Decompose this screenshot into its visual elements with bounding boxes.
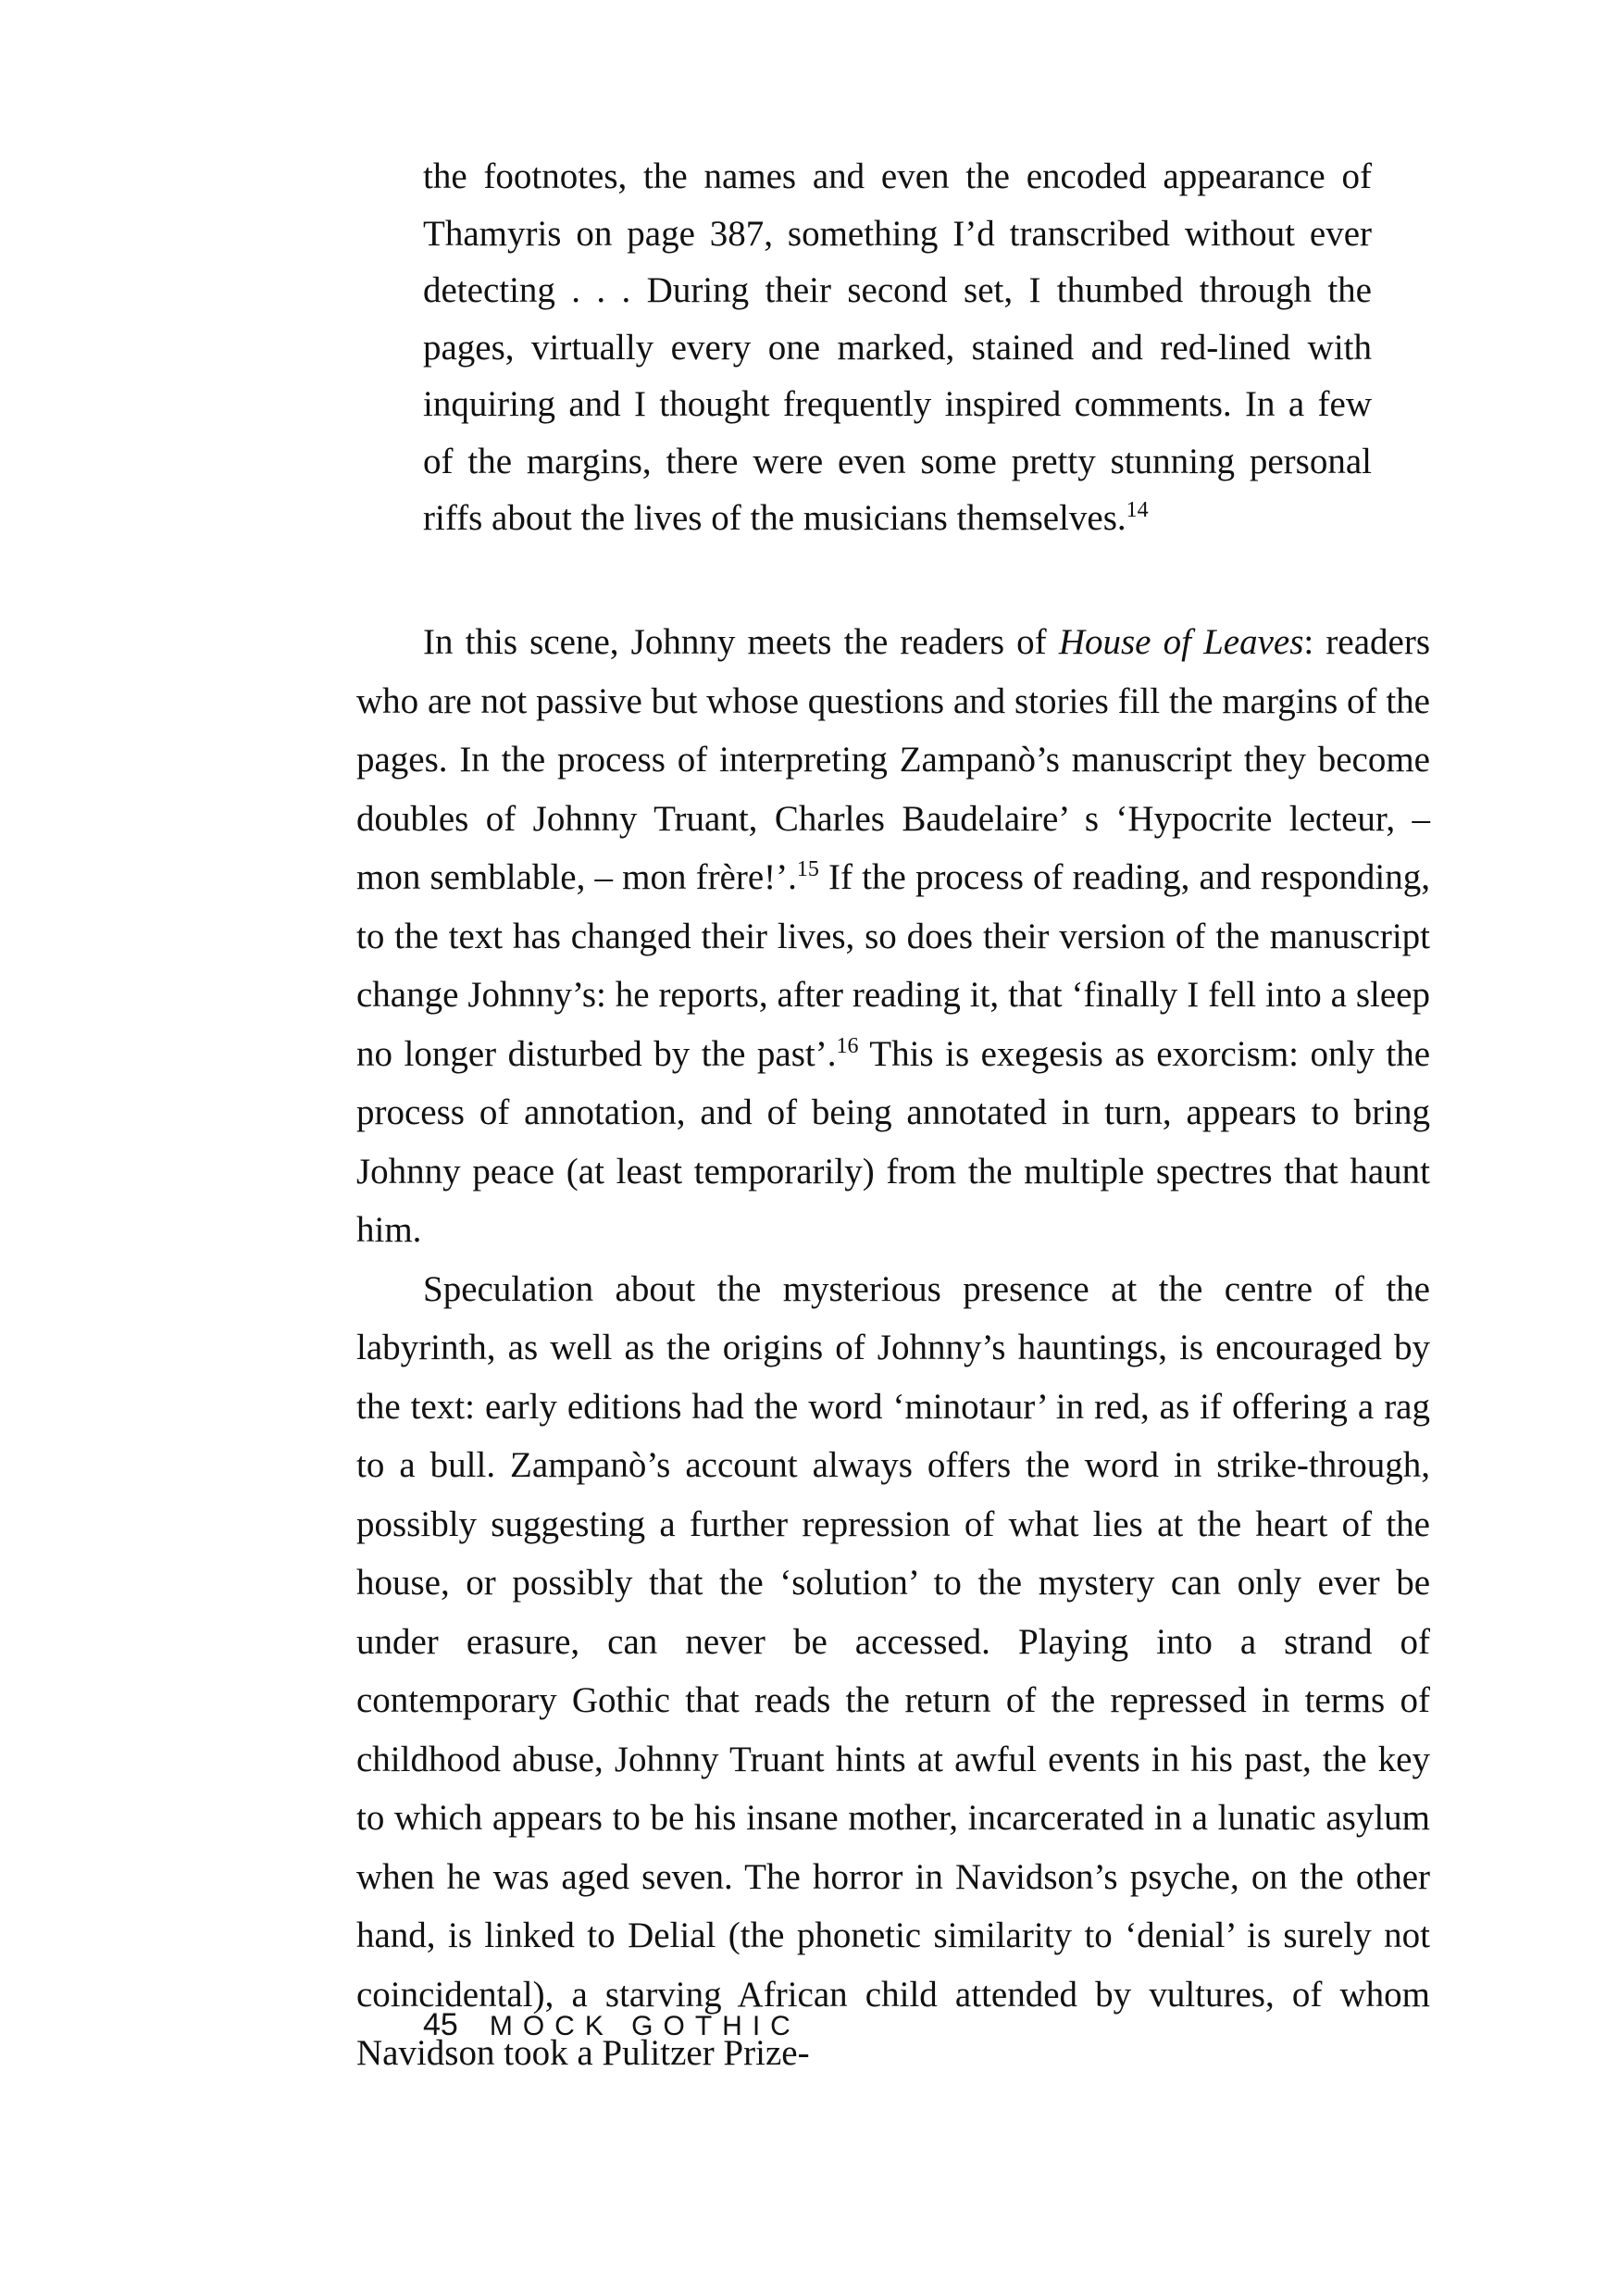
- footnote-ref-16: 16: [836, 1033, 859, 1058]
- block-quote-paragraph: [423, 148, 1372, 547]
- page-footer: [423, 2007, 801, 2043]
- body-text: [356, 613, 1430, 2083]
- paragraph-1-text-d: This is exegesis as exorcism: only the process of annotation, and of being annotated in turn, appears to bring Johnny peace (at least temporarily) from the multiple spectres that haunt him.: [356, 1033, 1430, 1250]
- footnote-ref-14: 14: [1126, 498, 1149, 522]
- paragraph-1: [356, 613, 1430, 1260]
- paragraph-1-text-b: : readers who are not passive but whose questions and stories fill the margins of the pages. In the process of interpreting Zampanò’s manuscript they become doubles of Johnny Truant, Charles Baudelaire’ s ‘Hypocrite lecteur, – mon semblable, – mon frère!’.: [356, 622, 1430, 897]
- book-title-house-of-leaves: House of Leaves: [1058, 622, 1304, 662]
- paragraph-2: [356, 1260, 1430, 2083]
- paragraph-2-text: Speculation about the mysterious presence at the centre of the labyrinth, as well as the origins of Johnny’s hauntings, is encouraged by the text: early editions had the word ‘minotaur’ in red, as if offering a rag to a bull. Zampanò’s account always offers the word in strike-through, possibly suggesting a further repression of what lies at the heart of the house, or possibly that the ‘solution’ to the mystery can only ever be under erasure, can never be accessed. Playing into a strand of contemporary Gothic that reads the return of the repressed in terms of childhood abuse, Johnny Truant hints at awful events in his past, the key to which appears to be his insane mother, incarcerated in a lunatic asylum when he was aged seven. The horror in Navidson’s psyche, on the other hand, is linked to Delial (the phonetic similarity to ‘denial’ is surely not coincidental), a starving African child attended by vultures, of whom Navidson took a Pulitzer Prize-: [356, 1268, 1430, 2073]
- paragraph-1-text-c: If the process of reading, and responding, to the text has changed their lives, so does their version of the manuscript change Johnny’s: he reports, after reading it, that ‘finally I fell into a sleep no longer disturbed by the past’.: [356, 857, 1431, 1074]
- block-quote-text: the footnotes, the names and even the encoded appearance of Thamyris on page 387, something I’d transcribed without ever detecting . . . During their second set, I thumbed through the pages, virtually every one marked, stained and red-lined with inquiring and I thought frequently inspired comments. In a few of the margins, there were even some pretty stunning personal riffs about the lives of the musicians themselves.: [423, 156, 1372, 538]
- running-head: MOCK GOTHIC: [489, 2011, 801, 2041]
- block-quote: [423, 148, 1372, 547]
- paragraph-1-text-a: In this scene, Johnny meets the readers of: [423, 622, 1059, 662]
- page-number: 45: [423, 2007, 458, 2042]
- footnote-ref-15: 15: [796, 857, 819, 881]
